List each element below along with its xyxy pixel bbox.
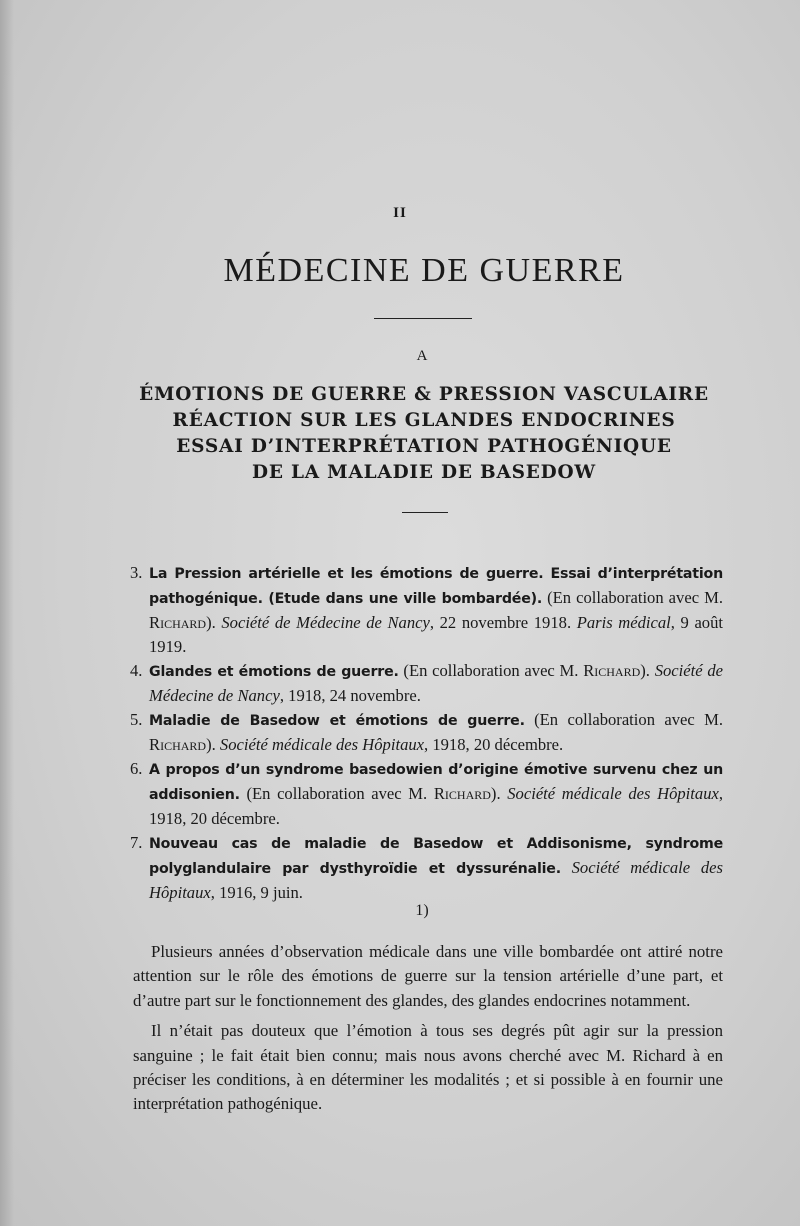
entry-date: , 1918, 20 décembre. — [149, 784, 724, 828]
entry-journal: Société médicale des Hôpitaux — [149, 858, 723, 902]
entry-collab: (En collaboration avec M. — [239, 784, 434, 803]
bibliography-list — [130, 561, 724, 905]
entry-title: Glandes et émotions de guerre. — [149, 664, 399, 680]
heading-line: ESSAI D’INTERPRÉTATION PATHOGÉNIQUE — [176, 436, 672, 457]
body-text — [133, 940, 723, 1123]
heading-line: DE LA MALADIE DE BASEDOW — [252, 462, 596, 483]
entry-title: Nouveau cas de maladie de Basedow et Addisonisme, syndrome polyglandulaire par dysthyroïdie et dyssurénalie. — [149, 836, 723, 877]
entry-date: , 22 novembre 1918. — [429, 613, 577, 632]
page-edge-shadow — [0, 0, 14, 1226]
entry-collab: (En collaboration avec M. — [398, 661, 584, 680]
entry-collab: (En collaboration avec M. — [542, 588, 723, 607]
entry-number: 4. — [130, 661, 143, 680]
heading-line: RÉACTION SUR LES GLANDES ENDOCRINES — [172, 410, 676, 431]
subsection-number: 1) — [415, 902, 429, 919]
entry-collab-name: Richard — [433, 784, 491, 803]
section-letter: A — [416, 348, 428, 364]
entry-collab-end: ). — [206, 735, 220, 754]
entry-number: 3. — [130, 563, 143, 582]
entry-date: , 1918, 24 novembre. — [279, 686, 421, 705]
bibliography-entry — [130, 831, 723, 905]
section-heading — [0, 382, 800, 486]
heading-line: ÉMOTIONS DE GUERRE & PRESSION VASCULAIRE — [139, 384, 709, 405]
entry-date-2: , 9 août 1919. — [149, 613, 724, 656]
entry-date: , 1918, 20 décembre. — [424, 735, 564, 754]
entry-journal: Société de Médecine de Nancy — [149, 661, 723, 705]
entry-collab-name: Richard — [583, 661, 641, 680]
paragraph: Plusieurs années d’observation médicale dans une ville bombardée ont attiré notre attention sur le rôle des émotions de guerre sur la tension artérielle d’une part, et d’autre part sur le fonctionnement des glandes, des glandes endocrines notamment. — [133, 942, 723, 1010]
entry-collab-end: ). — [640, 661, 655, 680]
heading-divider — [402, 512, 448, 513]
entry-date: , 1916, 9 juin. — [210, 883, 303, 902]
entry-journal: Société médicale des Hôpitaux — [507, 784, 719, 803]
entry-journal: Société de Médecine de Nancy — [221, 613, 430, 632]
entry-number: 7. — [130, 833, 143, 852]
entry-title: A propos d’un syndrome basedowien d’origine émotive survenu chez un addisonien. — [149, 762, 723, 803]
main-title: MÉDECINE DE GUERRE — [223, 252, 625, 289]
entry-title: La Pression artérielle et les émotions de guerre. Essai d’interprétation pathogénique. (Etude dans une ville bombardée). — [149, 566, 723, 607]
bibliography-entry — [130, 659, 723, 708]
paragraph: Il n’était pas douteux que l’émotion à tous ses degrés pût agir sur la pression sanguine ; le fait était bien connu; mais nous avons cherché avec M. Richard à en préciser les conditions, à en déterminer les modalités ; et si possible à en fournir une interprétation pathogénique. — [133, 1021, 723, 1114]
bibliography-entry — [130, 757, 724, 831]
entry-collab-end: ). — [490, 784, 508, 803]
entry-collab: (En collaboration avec M. — [524, 710, 723, 729]
entry-number: 5. — [130, 710, 143, 729]
bibliography-entry — [130, 708, 723, 757]
entry-journal: Société médicale des Hôpitaux — [219, 735, 425, 754]
bibliography-entry — [130, 561, 724, 659]
entry-collab-end: ). — [206, 613, 222, 632]
entry-collab-name: Richard — [149, 613, 207, 632]
entry-collab-name: Richard — [149, 735, 207, 754]
part-number: II — [393, 205, 407, 221]
entry-title: Maladie de Basedow et émotions de guerre. — [149, 713, 525, 729]
entry-journal-2: Paris médical — [576, 613, 671, 632]
title-divider — [374, 318, 472, 319]
entry-number: 6. — [130, 759, 143, 778]
